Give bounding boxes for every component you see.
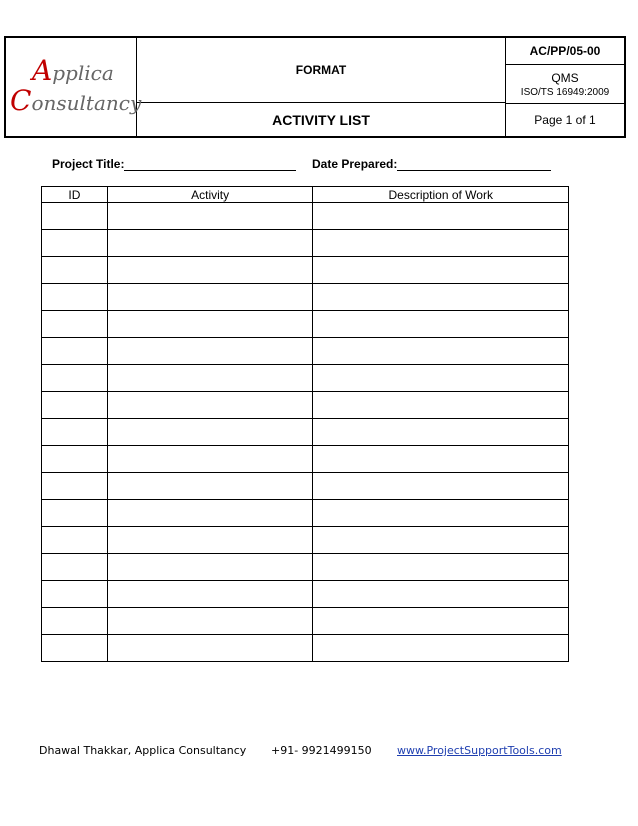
column-header-id: ID <box>42 187 108 203</box>
activity-cell[interactable] <box>107 338 313 365</box>
activity-cell[interactable] <box>107 473 313 500</box>
table-row <box>42 392 569 419</box>
table-row <box>42 338 569 365</box>
logo-cap-c: C <box>10 84 32 117</box>
id-cell[interactable] <box>42 608 108 635</box>
table-row <box>42 284 569 311</box>
description-cell[interactable] <box>313 365 569 392</box>
description-cell[interactable] <box>313 203 569 230</box>
id-cell[interactable] <box>42 446 108 473</box>
activity-cell[interactable] <box>107 392 313 419</box>
id-cell[interactable] <box>42 284 108 311</box>
table-row <box>42 527 569 554</box>
project-title-field[interactable] <box>52 157 296 171</box>
id-cell[interactable] <box>42 419 108 446</box>
column-header-description: Description of Work <box>313 187 569 203</box>
logo-cap-a: A <box>32 54 53 87</box>
date-prepared-field[interactable] <box>312 157 551 171</box>
date-prepared-blank[interactable] <box>397 157 551 171</box>
activity-cell[interactable] <box>107 203 313 230</box>
company-logo <box>6 38 142 136</box>
table-row <box>42 257 569 284</box>
table-row <box>42 500 569 527</box>
table-row <box>42 608 569 635</box>
activity-table <box>41 186 569 662</box>
table-row <box>42 203 569 230</box>
logo-text-onsultancy: onsultancy <box>31 91 142 115</box>
logo-text-pplica: pplica <box>52 61 114 85</box>
id-cell[interactable] <box>42 338 108 365</box>
description-cell[interactable] <box>313 419 569 446</box>
activity-cell[interactable] <box>107 230 313 257</box>
footer-phone: +91- 9921499150 <box>271 744 372 757</box>
activity-cell[interactable] <box>107 446 313 473</box>
description-cell[interactable] <box>313 581 569 608</box>
header-meta <box>506 38 624 136</box>
id-cell[interactable] <box>42 311 108 338</box>
activity-cell[interactable] <box>107 284 313 311</box>
description-cell[interactable] <box>313 608 569 635</box>
description-cell[interactable] <box>313 230 569 257</box>
id-cell[interactable] <box>42 230 108 257</box>
id-cell[interactable] <box>42 365 108 392</box>
date-prepared-label: Date Prepared: <box>312 157 398 171</box>
table-row <box>42 365 569 392</box>
table-row <box>42 311 569 338</box>
activity-cell[interactable] <box>107 311 313 338</box>
id-cell[interactable] <box>42 257 108 284</box>
activity-cell[interactable] <box>107 527 313 554</box>
table-row <box>42 446 569 473</box>
description-cell[interactable] <box>313 446 569 473</box>
document-header <box>4 36 626 138</box>
format-label: FORMAT <box>137 38 505 103</box>
description-cell[interactable] <box>313 500 569 527</box>
activity-cell[interactable] <box>107 500 313 527</box>
document-title: ACTIVITY LIST <box>272 111 370 128</box>
activity-cell[interactable] <box>107 608 313 635</box>
footer-author: Dhawal Thakkar, Applica Consultancy <box>39 744 247 757</box>
id-cell[interactable] <box>42 203 108 230</box>
header-center <box>137 38 506 136</box>
table-row <box>42 581 569 608</box>
footer-website-link[interactable]: www.ProjectSupportTools.com <box>397 744 562 757</box>
description-cell[interactable] <box>313 527 569 554</box>
id-cell[interactable] <box>42 392 108 419</box>
logo-line-1 <box>32 54 114 87</box>
description-cell[interactable] <box>313 635 569 662</box>
id-cell[interactable] <box>42 527 108 554</box>
table-row <box>42 230 569 257</box>
activity-cell[interactable] <box>107 635 313 662</box>
id-cell[interactable] <box>42 500 108 527</box>
description-cell[interactable] <box>313 311 569 338</box>
activity-cell[interactable] <box>107 419 313 446</box>
activity-cell[interactable] <box>107 365 313 392</box>
table-row <box>42 554 569 581</box>
project-title-label: Project Title: <box>52 157 125 171</box>
table-body <box>42 203 569 662</box>
description-cell[interactable] <box>313 338 569 365</box>
id-cell[interactable] <box>42 581 108 608</box>
column-header-activity: Activity <box>107 187 313 203</box>
description-cell[interactable] <box>313 284 569 311</box>
description-cell[interactable] <box>313 257 569 284</box>
logo-line-2 <box>10 84 141 117</box>
activity-cell[interactable] <box>107 257 313 284</box>
page-number: Page 1 of 1 <box>534 113 596 127</box>
description-cell[interactable] <box>313 473 569 500</box>
activity-cell[interactable] <box>107 581 313 608</box>
id-cell[interactable] <box>42 473 108 500</box>
qms-label: QMS <box>551 70 579 85</box>
description-cell[interactable] <box>313 554 569 581</box>
id-cell[interactable] <box>42 635 108 662</box>
doc-code: AC/PP/05-00 <box>506 38 624 65</box>
description-cell[interactable] <box>313 392 569 419</box>
table-row <box>42 473 569 500</box>
project-title-blank[interactable] <box>124 157 296 171</box>
table-row <box>42 635 569 662</box>
standard-label: ISO/TS 16949:2009 <box>520 86 610 98</box>
table-header-row <box>42 187 569 203</box>
activity-cell[interactable] <box>107 554 313 581</box>
id-cell[interactable] <box>42 554 108 581</box>
table-row <box>42 419 569 446</box>
qms-block <box>506 65 624 104</box>
